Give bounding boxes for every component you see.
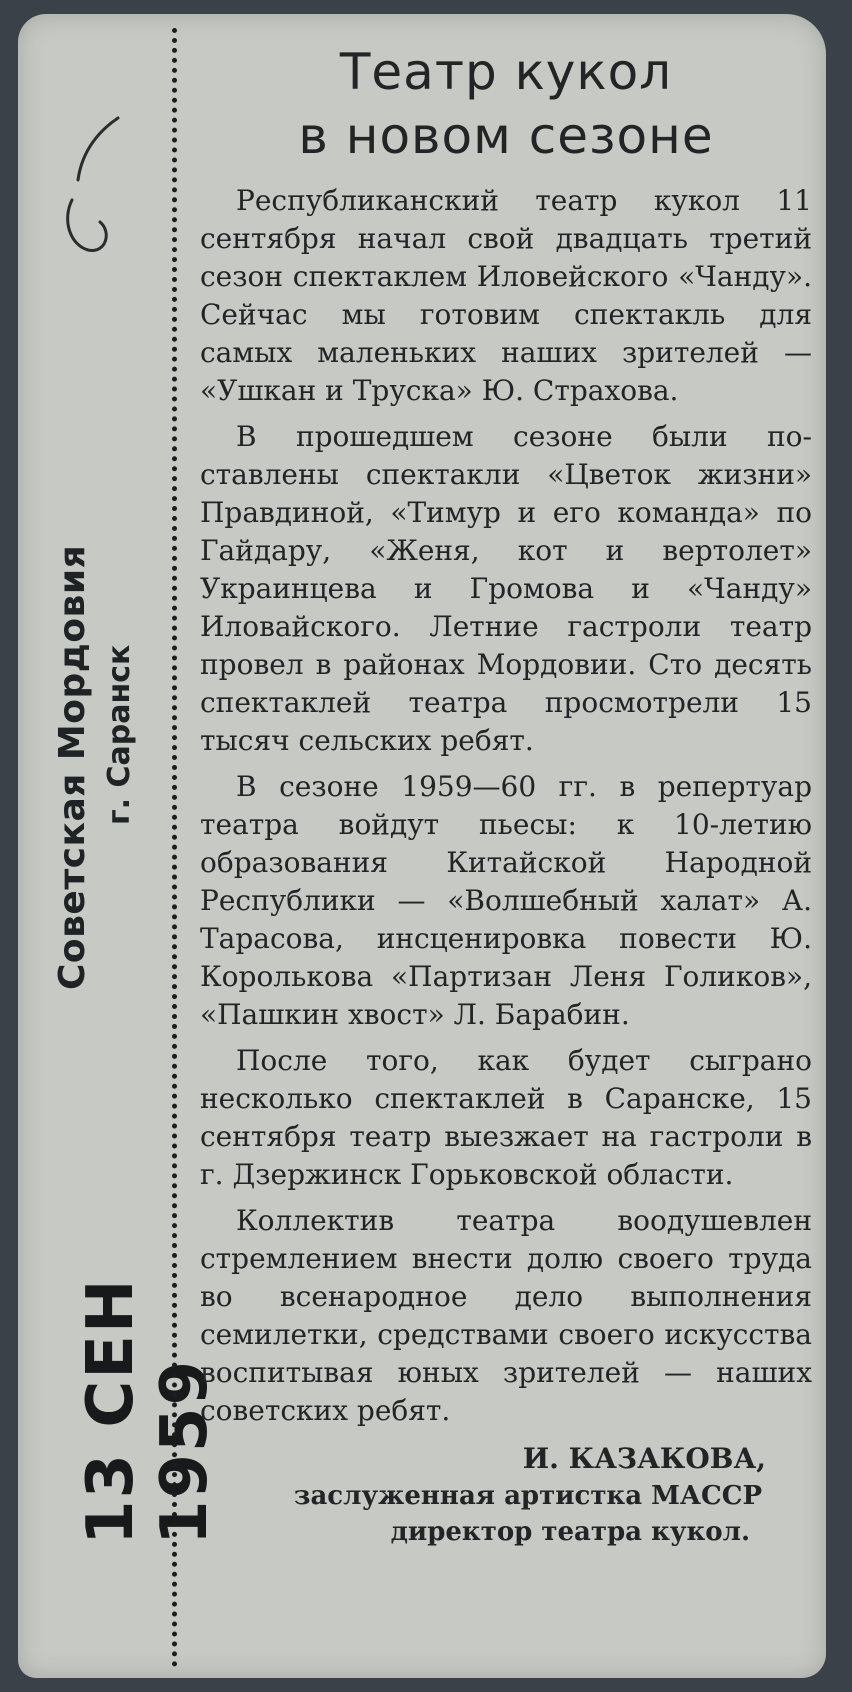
pencil-mark-icon [60,110,130,260]
article [200,40,812,1550]
article-paragraph-5: Коллектив театра воодушевлен стремлением внести долю своего труда во всенародное дело выполнения семилетки, средствами своего искусства воспитывая юных зрителей — наших советских ребят. [200,1204,812,1427]
newspaper-name-stamp: Советская Мордовия [52,544,93,990]
perforation-line [172,28,177,1668]
article-paragraph-3: В сезоне 1959—60 гг. в репертуар театра войдут пьесы: к 10-летию образования Китайской Народной Республики — «Волшебный халат» А. Тарасова, инсценировка повести Ю. Королькова «Партизан Леня Голиков», «Пашкин хвост» Л. Барабин. [200,770,812,1031]
article-paragraph-4: После того, как будет сыграно несколько спектаклей в Саранске, 15 сентября театр выезжает на гастроли в г. Дзержинск Горьковской области. [200,1044,812,1191]
author-name: И. КАЗАКОВА, [522,1442,766,1475]
author-position: директор театра кукол. [390,1517,750,1547]
date-stamp: 13 СЕН 1959 [74,1277,222,1545]
city-stamp: г. Саранск [102,644,137,825]
headline-line-2: в новом сезоне [298,107,714,165]
article-paragraph-1: Республиканский театр кукол 11 сентября начал свой двадцать третий сезон спектаклем Иловейского «Чанду». Сейчас мы готовим спектакль для самых маленьких наших зрителей — «Ушкан и Труска» Ю. Страхова. [200,184,812,407]
article-headline [200,40,812,168]
headline-line-1: Театр кукол [339,43,673,101]
article-paragraph-2: В прошедшем сезоне были поставлены спектакли «Цветок жизни» Правдиной, «Тимур и его команда» по Гайдару, «Женя, кот и вертолет» Украинцева и Громова и «Чанду» Иловайского. Летние гастроли театр провел в районах Мордовии. Сто десять спектаклей театра просмотрели 15 тысяч сельских ребят. [200,420,812,757]
author-title: заслуженная артистка МАССР [293,1481,762,1511]
